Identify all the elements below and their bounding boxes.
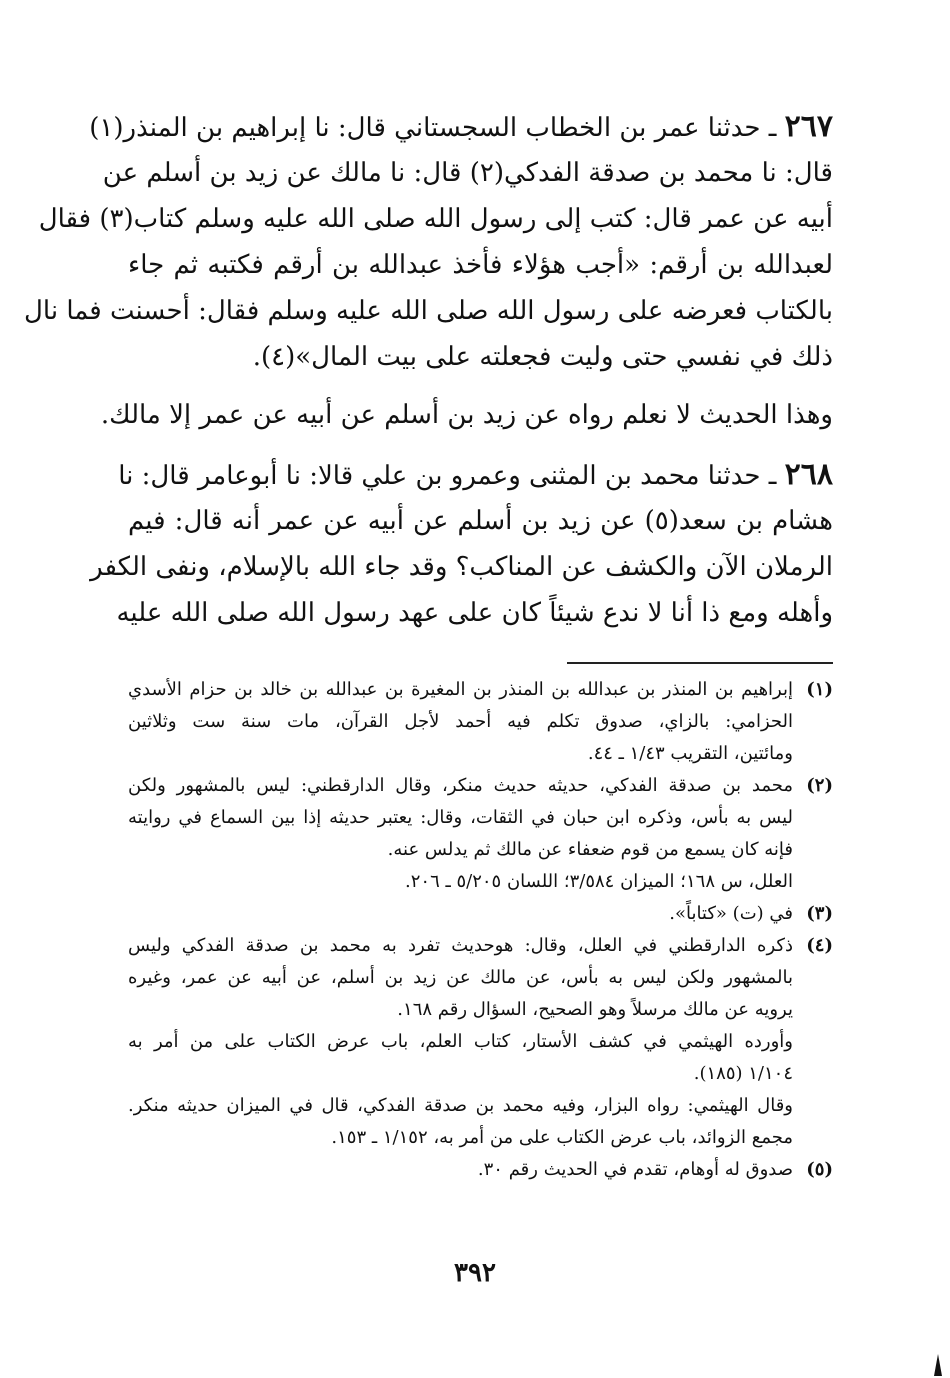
page-number: ٣٩٢ [454, 1258, 496, 1288]
footnote-line: الحزامي: بالزاي، صدوق تكلم فيه أحمد لأجل القرآن، مات سنة ست وثلاثين [128, 711, 793, 732]
footnote-3 [128, 898, 833, 930]
book-page [24, 104, 833, 1186]
footnote-line: ١/١٠٤ (١٨٥). [693, 1063, 793, 1084]
footnote-line: ومائتين، التقريب ١/٤٣ ـ ٤٤. [587, 743, 793, 764]
hadith-number: ٢٦٨ [784, 457, 833, 492]
hadith-267-line-1: ٢٦٧ ـ حدثنا عمر بن الخطاب السجستاني قال: نا إبراهيم بن المنذر(١) [89, 109, 833, 144]
footnote-line: بالمشهور ولكن ليس به بأس، عن مالك عن زيد بن أسلم، عن أبيه عن عمر، وغيره [128, 967, 793, 988]
footnote-5 [128, 1154, 833, 1186]
footnote-4 [128, 930, 833, 1154]
footnote-line: إبراهيم بن المنذر بن عبدالله بن المنذر بن المغيرة بن عبدالله بن خالد بن حزام الأسدي [128, 679, 793, 700]
commentary-267: وهذا الحديث لا نعلم رواه عن زيد بن أسلم عن أبيه عن عمر إلا مالك. [100, 400, 833, 430]
hadith-267-line-4: لعبدالله بن أرقم: «أجب هؤلاء فأخذ عبدالله بن أرقم فكتبه ثم جاء [128, 250, 833, 280]
footnote-line: مجمع الزوائد، باب عرض الكتاب على من أمر به، ١/١٥٢ ـ ١٥٣. [331, 1127, 793, 1148]
footnote-line: وأورده الهيثمي في كشف الأستار، كتاب العلم، باب عرض الكتاب على من أمر به [128, 1031, 793, 1052]
footnote-line: العلل، س ١٦٨؛ الميزان ٣/٥٨٤؛ اللسان ٥/٢٠٥ ـ ٢٠٦. [405, 871, 793, 892]
footnote-line: محمد بن صدقة الفدكي، حديثه حديث منكر، وقال الدارقطني: ليس بالمشهور ولكن [128, 775, 793, 796]
scan-edge-mark [934, 1354, 942, 1376]
hadith-268 [90, 452, 833, 636]
hadith-268-line-3: الرملان الآن والكشف عن المناكب؟ وقد جاء الله بالإسلام، ونفى الكفر [90, 552, 833, 582]
footnote-line: في (ت) «كتاباً». [669, 903, 793, 924]
footnote-number: (٥) [806, 1159, 833, 1180]
footnote-number: (١) [806, 679, 833, 700]
footnote-line: ليس به بأس، وذكره ابن حبان في الثقات، وقال: يعتبر حديثه إذا بين السماع في روايته [128, 807, 793, 828]
footnote-line: يرويه عن مالك مرسلاً وهو الصحيح، السؤال رقم ١٦٨. [397, 999, 793, 1020]
footnote-line: فإنه كان يسمع من قوم ضعفاء عن مالك ثم يدلس عنه. [387, 839, 793, 860]
footnote-line: وقال الهيثمي: رواه البزار، وفيه محمد بن صدقة الفدكي، قال في الميزان حديثه منكر. [128, 1095, 793, 1116]
footnote-separator [567, 662, 833, 664]
footnote-number: (٢) [806, 775, 833, 796]
hadith-267-line-6: ذلك في نفسي حتى وليت فجعلته على بيت المال»(٤). [252, 342, 833, 372]
footnote-number: (٤) [806, 935, 833, 956]
hadith-268-line-4: وأهله ومع ذا أنا لا ندع شيئاً كان على عهد رسول الله صلى الله عليه [116, 598, 833, 628]
footnote-line: صدوق له أوهام، تقدم في الحديث رقم ٣٠. [477, 1159, 793, 1180]
footnote-number: (٣) [806, 903, 833, 924]
hadith-267-line-3: أبيه عن عمر قال: كتب إلى رسول الله صلى الله عليه وسلم كتاب(٣) فقال [38, 204, 833, 234]
hadith-267-line-2: قال: نا محمد بن صدقة الفدكي(٢) قال: نا مالك عن زيد بن أسلم عن [102, 158, 833, 188]
footnote-2 [128, 770, 833, 898]
hadith-267 [24, 104, 833, 380]
hadith-268-line-1: ٢٦٨ ـ حدثنا محمد بن المثنى وعمرو بن علي قالا: نا أبوعامر قال: نا [118, 457, 833, 492]
footnote-1 [128, 674, 833, 770]
footnotes [128, 674, 833, 1186]
footnote-line: ذكره الدارقطني في العلل، وقال: هوحديث تفرد به محمد بن صدقة الفدكي وليس [128, 935, 793, 956]
hadith-267-line-5: بالكتاب فعرضه على رسول الله صلى الله عليه وسلم فقال: أحسنت فما نال [24, 296, 833, 326]
hadith-268-line-2: هشام بن سعد(٥) عن زيد بن أسلم عن أبيه عن عمر أنه قال: فيم [128, 506, 833, 536]
hadith-number: ٢٦٧ [784, 109, 833, 144]
